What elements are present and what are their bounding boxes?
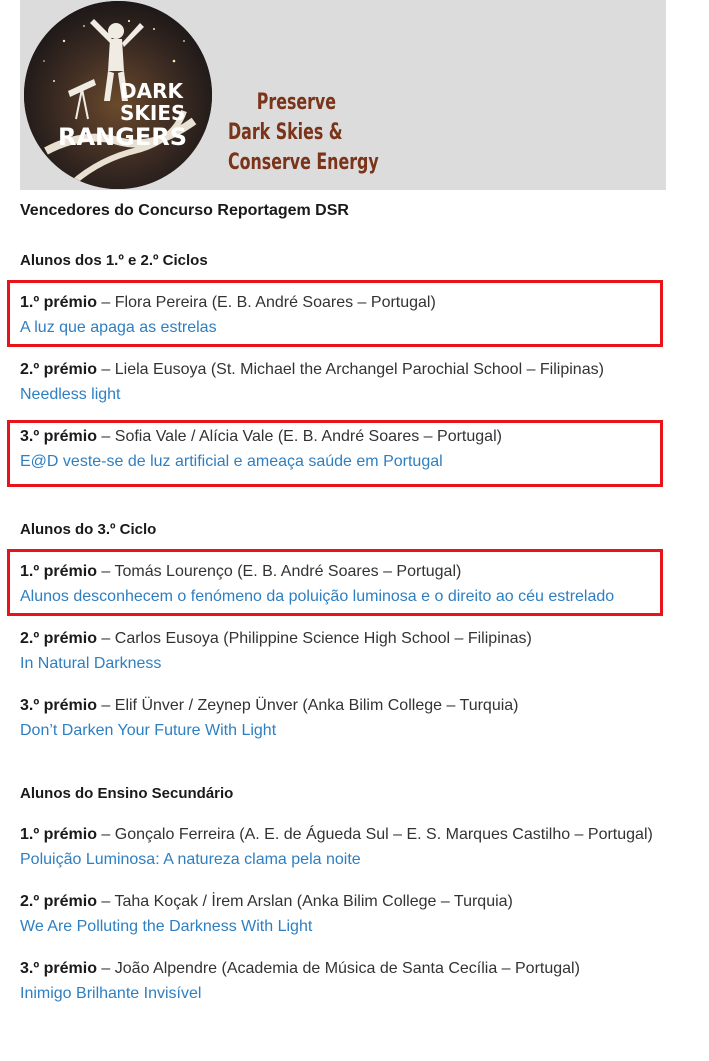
prize-line — [20, 825, 653, 845]
prize-line — [20, 629, 532, 649]
prize-rank: 2.º prémio — [20, 630, 97, 647]
prize-line — [20, 959, 580, 979]
slogan-line: Dark Skies & — [228, 120, 343, 145]
logo-word-dark: DARK — [120, 79, 183, 103]
prize-rank: 1.º prémio — [20, 294, 97, 311]
winner-info: – Elif Ünver / Zeynep Ünver (Anka Bilim College – Turquia) — [96, 697, 519, 714]
winner-info: – Taha Koçak / İrem Arslan (Anka Bilim College – Turquia) — [96, 893, 513, 910]
article-link[interactable]: Don’t Darken Your Future With Light — [20, 722, 277, 739]
prize-rank: 1.º prémio — [20, 826, 97, 843]
prize-line — [20, 696, 519, 716]
article-link[interactable]: We Are Polluting the Darkness With Light — [20, 918, 313, 935]
article-link[interactable]: E@D veste-se de luz artificial e ameaça saúde em Portugal — [20, 453, 443, 470]
article-link[interactable]: Alunos desconhecem o fenómeno da poluição luminosa e o direito ao céu estrelado — [20, 588, 615, 605]
winner-info: – Tomás Lourenço (E. B. André Soares – Portugal) — [96, 563, 462, 580]
prize-entry — [20, 629, 532, 674]
logo-word-skies: SKIES — [120, 101, 186, 125]
winner-info: – Gonçalo Ferreira (A. E. de Águeda Sul – E. S. Marques Castilho – Portugal) — [96, 826, 653, 843]
prize-line — [20, 892, 513, 912]
banner-slogan — [228, 88, 379, 178]
header-banner — [20, 0, 666, 190]
prize-rank: 2.º prémio — [20, 361, 97, 378]
prize-rank: 3.º prémio — [20, 697, 97, 714]
prize-entry — [20, 959, 580, 1004]
prize-line — [20, 562, 614, 582]
prize-rank: 2.º prémio — [20, 893, 97, 910]
prize-rank: 3.º prémio — [20, 960, 97, 977]
prize-entry — [20, 427, 502, 472]
winner-info: – Liela Eusoya (St. Michael the Archangel Parochial School – Filipinas) — [96, 361, 604, 378]
winner-info: – João Alpendre (Academia de Música de Santa Cecília – Portugal) — [96, 960, 580, 977]
page-title: Vencedores do Concurso Reportagem DSR — [20, 202, 349, 219]
prize-rank: 3.º prémio — [20, 428, 97, 445]
article-link[interactable]: Poluição Luminosa: A natureza clama pela noite — [20, 851, 361, 868]
prize-line — [20, 293, 436, 313]
prize-rank: 1.º prémio — [20, 563, 97, 580]
prize-entry — [20, 562, 614, 607]
prize-entry — [20, 825, 653, 870]
section-title-ciclos-1-2: Alunos dos 1.º e 2.º Ciclos — [20, 252, 208, 269]
prize-entry — [20, 892, 513, 937]
winner-info: – Flora Pereira (E. B. André Soares – Portugal) — [96, 294, 436, 311]
article-link[interactable]: Needless light — [20, 386, 121, 403]
prize-entry — [20, 696, 519, 741]
logo-artwork — [24, 1, 212, 189]
dark-skies-rangers-logo — [24, 1, 212, 189]
article-link[interactable]: In Natural Darkness — [20, 655, 162, 672]
section-title-ensino-secundario: Alunos do Ensino Secundário — [20, 785, 234, 802]
slogan-line: Preserve — [256, 90, 336, 115]
prize-entry — [20, 360, 604, 405]
article-link[interactable]: Inimigo Brilhante Invisível — [20, 985, 202, 1002]
winner-info: – Carlos Eusoya (Philippine Science High School – Filipinas) — [96, 630, 532, 647]
prize-entry — [20, 293, 436, 338]
slogan-line: Conserve Energy — [228, 150, 379, 175]
prize-line — [20, 427, 502, 447]
section-title-ciclo-3: Alunos do 3.º Ciclo — [20, 521, 157, 538]
logo-word-rangers: RANGERS — [58, 123, 187, 151]
prize-line — [20, 360, 604, 380]
article-link[interactable]: A luz que apaga as estrelas — [20, 319, 217, 336]
winner-info: – Sofia Vale / Alícia Vale (E. B. André Soares – Portugal) — [96, 428, 502, 445]
